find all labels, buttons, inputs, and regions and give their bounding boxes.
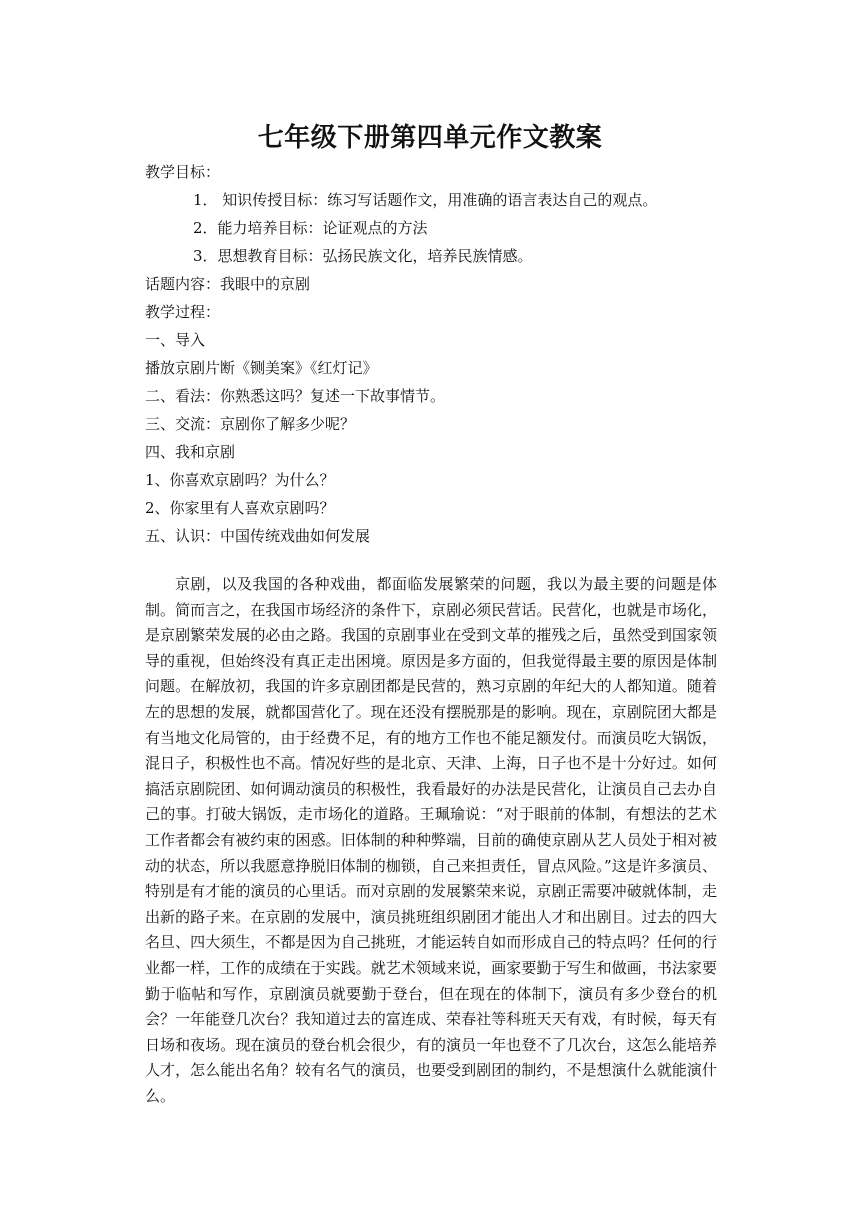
step-8: 五、认识：中国传统戏曲如何发展 <box>145 527 371 545</box>
page-title: 七年级下册第四单元作文教案 <box>257 123 603 153</box>
goal-item-1: 1． 知识传授目标：练习写话题作文，用准确的语言表达自己的观点。 <box>193 191 658 209</box>
goal-item-2: 2．能力培养目标：论证观点的方法 <box>193 219 428 237</box>
step-2: 播放京剧片断《铡美案》《红灯记》 <box>145 359 378 377</box>
process-heading: 教学过程： <box>145 303 221 321</box>
step-5: 四、我和京剧 <box>145 443 236 461</box>
step-1: 一、导入 <box>145 331 206 349</box>
step-4: 三、交流：京剧你了解多少呢？ <box>145 415 356 433</box>
essay-paragraph: 京剧，以及我国的各种戏曲，都面临发展繁荣的问题，我以为最主要的问题是体制。简而言之，在我国市场经济的条件下，京剧必须民营话。民营化，也就是市场化，是京剧繁荣发展的必由之路。我国的京剧事业在受到文革的摧残之后，虽然受到国家领导的重视，但始终没有真正走出困境。原因是多方面的，但我觉得最主要的原因是体制问题。在解放初，我国的许多京剧团都是民营的，熟习京剧的年纪大的人都知道。随着左的思想的发展，就都国营化了。现在还没有摆脱那是的影响。现在，京剧院团大都是有当地文化局管的，由于经费不足，有的地方工作也不能足额发付。而演员吃大锅饭，混日子，积极性也不高。情况好些的是北京、天津、上海，日子也不是十分好过。如何搞活京剧院团、如何调动演员的积极性，我看最好的办法是民营化，让演员自己去办自己的事。打破大锅饭，走市场化的道路。王珮瑜说：“对于眼前的体制，有想法的艺术工作者都会有被约束的困惑。旧体制的种种弊端，目前的确使京剧从艺人员处于相对被动的状态，所以我愿意挣脱旧体制的枷锁，自己来担责任，冒点风险。”这是许多演员、特别是有才能的演员的心里话。而对京剧的发展繁荣来说，京剧正需要冲破就体制，走出新的路子来。在京剧的发展中，演员挑班组织剧团才能出人才和出剧目。过去的四大名旦、四大须生，不都是因为自己挑班，才能运转自如而形成自己的特点吗？任何的行业都一样，工作的成绩在于实践。就艺术领域来说，画家要勤于写生和做画，书法家要勤于临帖和写作，京剧演员就要勤于登台，但在现在的体制下，演员有多少登台的机会？一年能登几次台？我知道过去的富连成、荣春社等科班天天有戏，有时候，每天有日场和夜场。现在演员的登台机会很少，有的演员一年也登不了几次台，这怎么能培养人才，怎么能出名角？较有名气的演员，也要受到剧团的制约，不是想演什么就能演什么。 <box>145 575 717 1105</box>
step-6: 1、你喜欢京剧吗？为什么？ <box>145 471 335 489</box>
goal-item-3: 3．思想教育目标：弘扬民族文化，培养民族情感。 <box>193 247 533 265</box>
step-3: 二、看法：你熟悉这吗？复述一下故事情节。 <box>145 387 446 405</box>
topic-line: 话题内容：我眼中的京剧 <box>145 275 311 293</box>
goals-heading: 教学目标： <box>145 163 221 181</box>
step-7: 2、你家里有人喜欢京剧吗？ <box>145 499 335 517</box>
